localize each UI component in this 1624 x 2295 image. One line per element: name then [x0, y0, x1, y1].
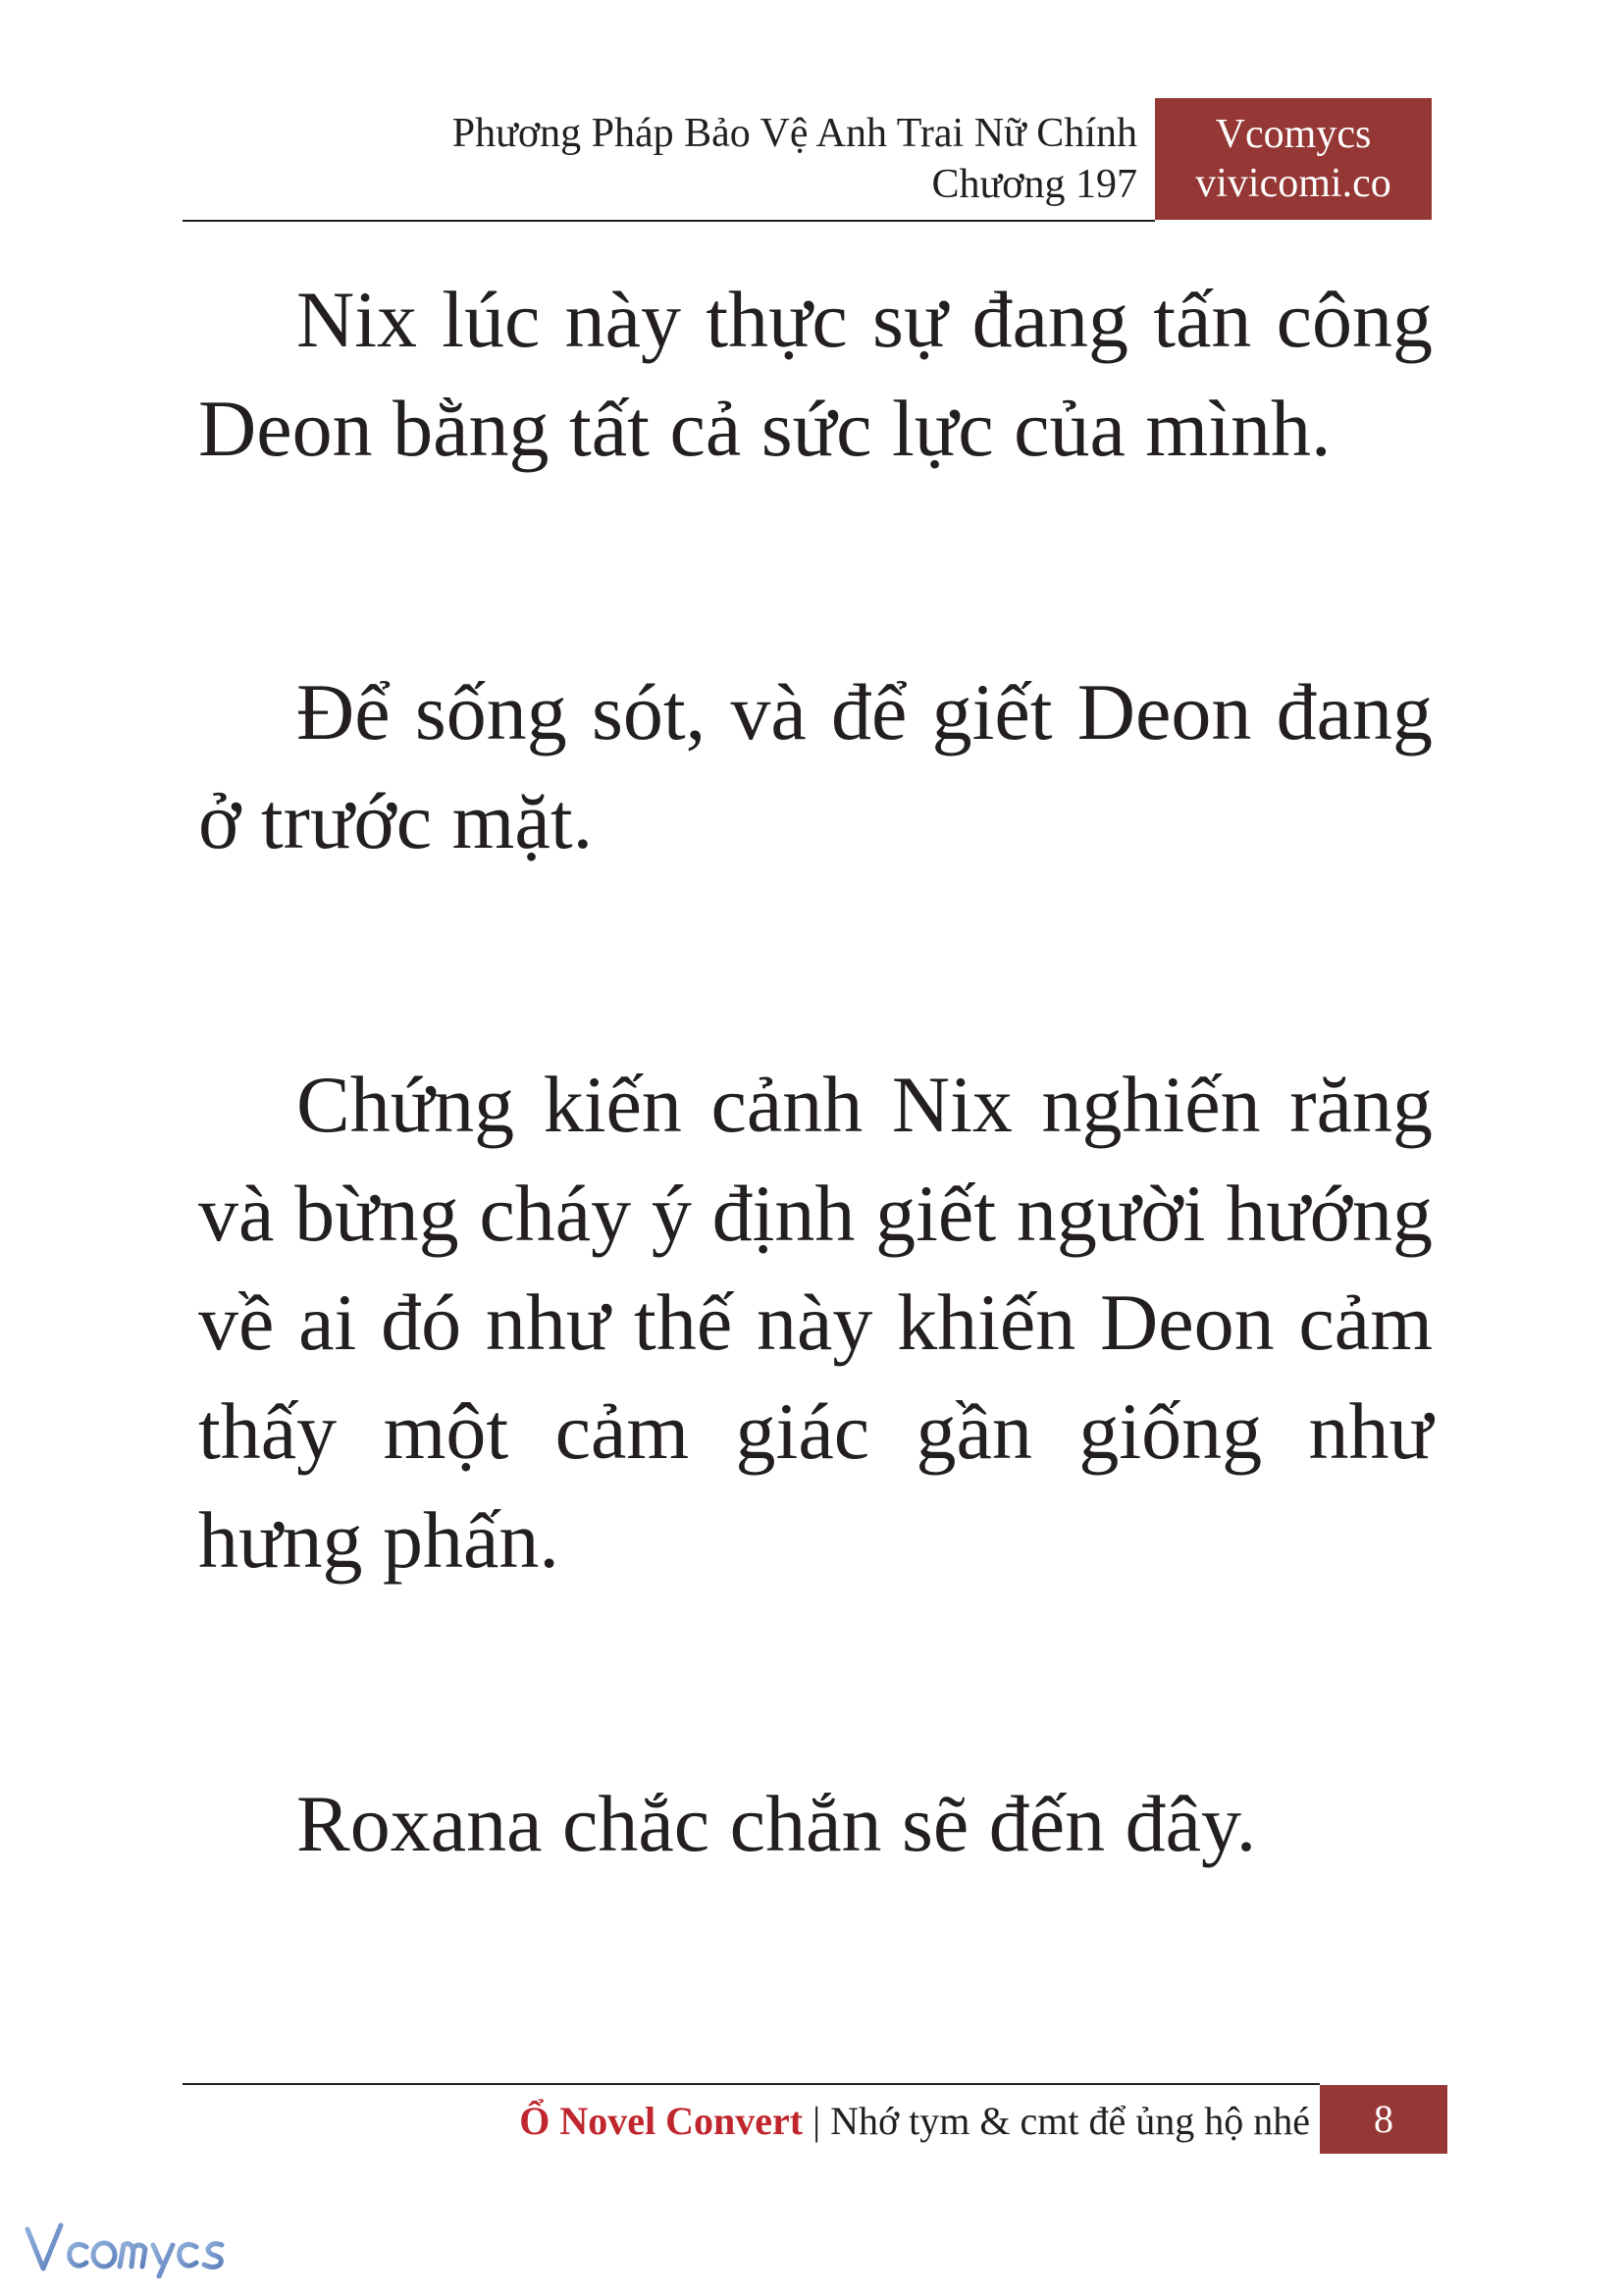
footer-separator: |: [812, 2099, 821, 2143]
page-number: 8: [1320, 2085, 1447, 2154]
paragraph-1: Nix lúc này thực sự đang tấn công Deon bằng tất cả sức lực của mình.: [198, 275, 1433, 473]
footer-message: Nhớ tym & cmt để ủng hộ nhé: [830, 2099, 1310, 2143]
page-header: [183, 98, 1432, 221]
site-badge-url: vivicomi.co: [1195, 161, 1391, 206]
site-badge-name: Vcomycs: [1215, 112, 1372, 157]
vcomycs-logo-icon: [22, 2219, 249, 2278]
chapter-content: [198, 265, 1433, 1878]
paragraph-4: Roxana chắc chắn sẽ đến đây.: [296, 1779, 1257, 1868]
header-divider: [183, 220, 1155, 222]
paragraph-2: Để sống sót, và để giết Deon đang ở trước mặt.: [198, 667, 1433, 865]
footer-text: [519, 2090, 1310, 2153]
book-title: Phương Pháp Bảo Vệ Anh Trai Nữ Chính: [451, 111, 1137, 156]
paragraph-3: Chứng kiến cảnh Nix nghiến răng và bừng cháy ý định giết người hướng về ai đó như thế này khiến Deon cảm thấy một cảm giác gần giống như hưng phấn.: [198, 1060, 1433, 1585]
footer-divider: [183, 2083, 1320, 2085]
chapter-label: Chương 197: [931, 162, 1137, 207]
header-text-block: [452, 108, 1137, 210]
site-badge: [1155, 98, 1432, 220]
footer-brand: Ổ Novel Convert: [519, 2099, 804, 2143]
